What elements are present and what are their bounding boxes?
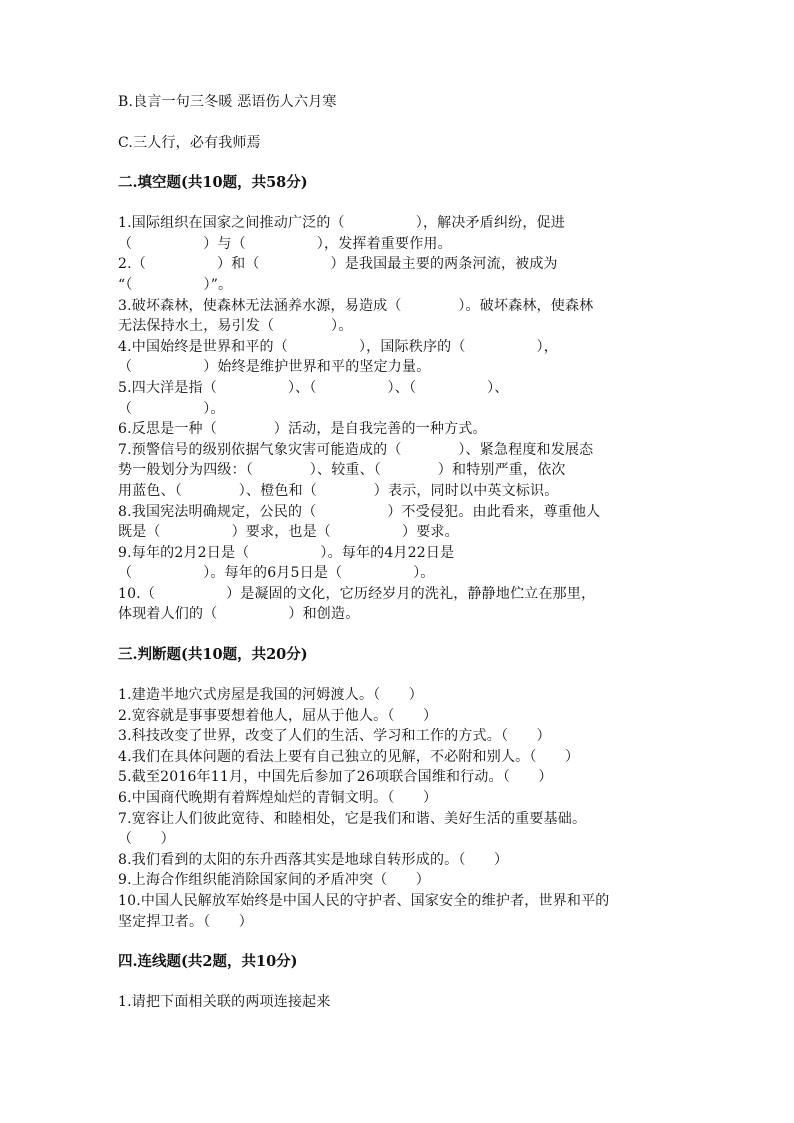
question-line: （ ）始终是维护世界和平的坚定力量。 [118, 359, 431, 376]
option-b: B.良言一句三冬暖 恶语伤人六月寒 [118, 94, 337, 110]
question-line: “（ ）”。 [118, 276, 233, 293]
question-line: （ ）。每年的6月5日是（ ）。 [118, 565, 435, 582]
question-line: 用蓝色、（ ）、橙色和（ ）表示，同时以中英文标识。 [118, 482, 559, 499]
fill-blank-questions [118, 213, 678, 625]
question-line: 2.宽容就是事事要想着他人，屈从于他人。（ ） [118, 707, 438, 724]
question-line: 体现着人们的（ ）和创造。 [118, 606, 360, 623]
section-title-fill-blank: 二.填空题(共10题，共58分) [118, 174, 308, 192]
section-title-matching: 四.连线题(共2题，共10分) [118, 953, 298, 971]
question-line: 3.科技改变了世界，改变了人们的生活、学习和工作的方式。（ ） [118, 728, 551, 745]
question-line: 9.每年的2月2日是（ ）。每年的4月22日是 [118, 544, 455, 561]
question-line: （ ）与（ ），发挥着重要作用。 [118, 235, 452, 252]
question-line: 7.预警信号的级别依据气象灾害可能造成的（ ）、紧急程度和发展态 [118, 441, 594, 458]
question-line: 2.（ ）和（ ）是我国最主要的两条河流，被成为 [118, 256, 558, 273]
question-line: 4.中国始终是世界和平的（ ），国际秩序的（ ）， [118, 338, 558, 355]
question-line: 6.反思是一种（ ）活动，是自我完善的一种方式。 [118, 421, 487, 438]
exam-page [118, 92, 678, 1013]
question-line: 8.我国宪法明确规定，公民的（ ）不受侵犯。由此看来，尊重他人 [118, 503, 601, 520]
true-false-questions [118, 685, 678, 932]
question-line: 坚定捍卫者。（ ） [118, 913, 253, 930]
question-line: 1.建造半地穴式房屋是我国的河姆渡人。（ ） [118, 687, 423, 704]
question-line: （ ） [118, 831, 175, 848]
question-line: 7.宽容让人们彼此宽待、和睦相处，它是我们和谐、美好生活的重要基础。 [118, 810, 587, 827]
question-line: 1.国际组织在国家之间推动广泛的（ ），解决矛盾纠纷，促进 [118, 215, 565, 232]
question-line: 势一般划分为四级：（ ）、较重、（ ）和特别严重，依次 [118, 462, 566, 479]
question-line: 4.我们在具体问题的看法上要有自己独立的见解，不必附和别人。（ ） [118, 748, 580, 765]
question-line: 6.中国商代晚期有着辉煌灿烂的青铜文明。（ ） [118, 790, 438, 807]
question-line: 10.（ ）是凝固的文化，它历经岁月的洗礼，静静地伫立在那里， [118, 585, 596, 602]
question-line: 1.请把下面相关联的两项连接起来 [118, 994, 331, 1011]
question-line: 既是（ ）要求，也是（ ）要求。 [118, 524, 459, 541]
option-c: C.三人行，必有我师焉 [118, 134, 261, 151]
question-line: 5.四大洋是指（ ）、（ ）、（ ）、 [118, 379, 509, 396]
question-line: 3.破坏森林，使森林无法涵养水源，易造成（ ）。破坏森林，使森林 [118, 297, 594, 314]
question-line: 10.中国人民解放军始终是中国人民的守护者、国家安全的维护者，世界和平的 [118, 893, 610, 909]
question-line: 5.截至2016年11月，中国先后参加了26项联合国维和行动。（ ） [118, 769, 553, 786]
question-line: 无法保持水土，易引发（ ）。 [118, 318, 353, 335]
question-line: （ ）。 [118, 400, 225, 417]
question-line: 9.上海合作组织能消除国家间的矛盾冲突（ ） [118, 872, 430, 889]
question-line: 8.我们看到的太阳的东升西落其实是地球自转形成的。（ ） [118, 851, 509, 868]
section-title-true-false: 三.判断题(共10题，共20分) [118, 646, 308, 664]
